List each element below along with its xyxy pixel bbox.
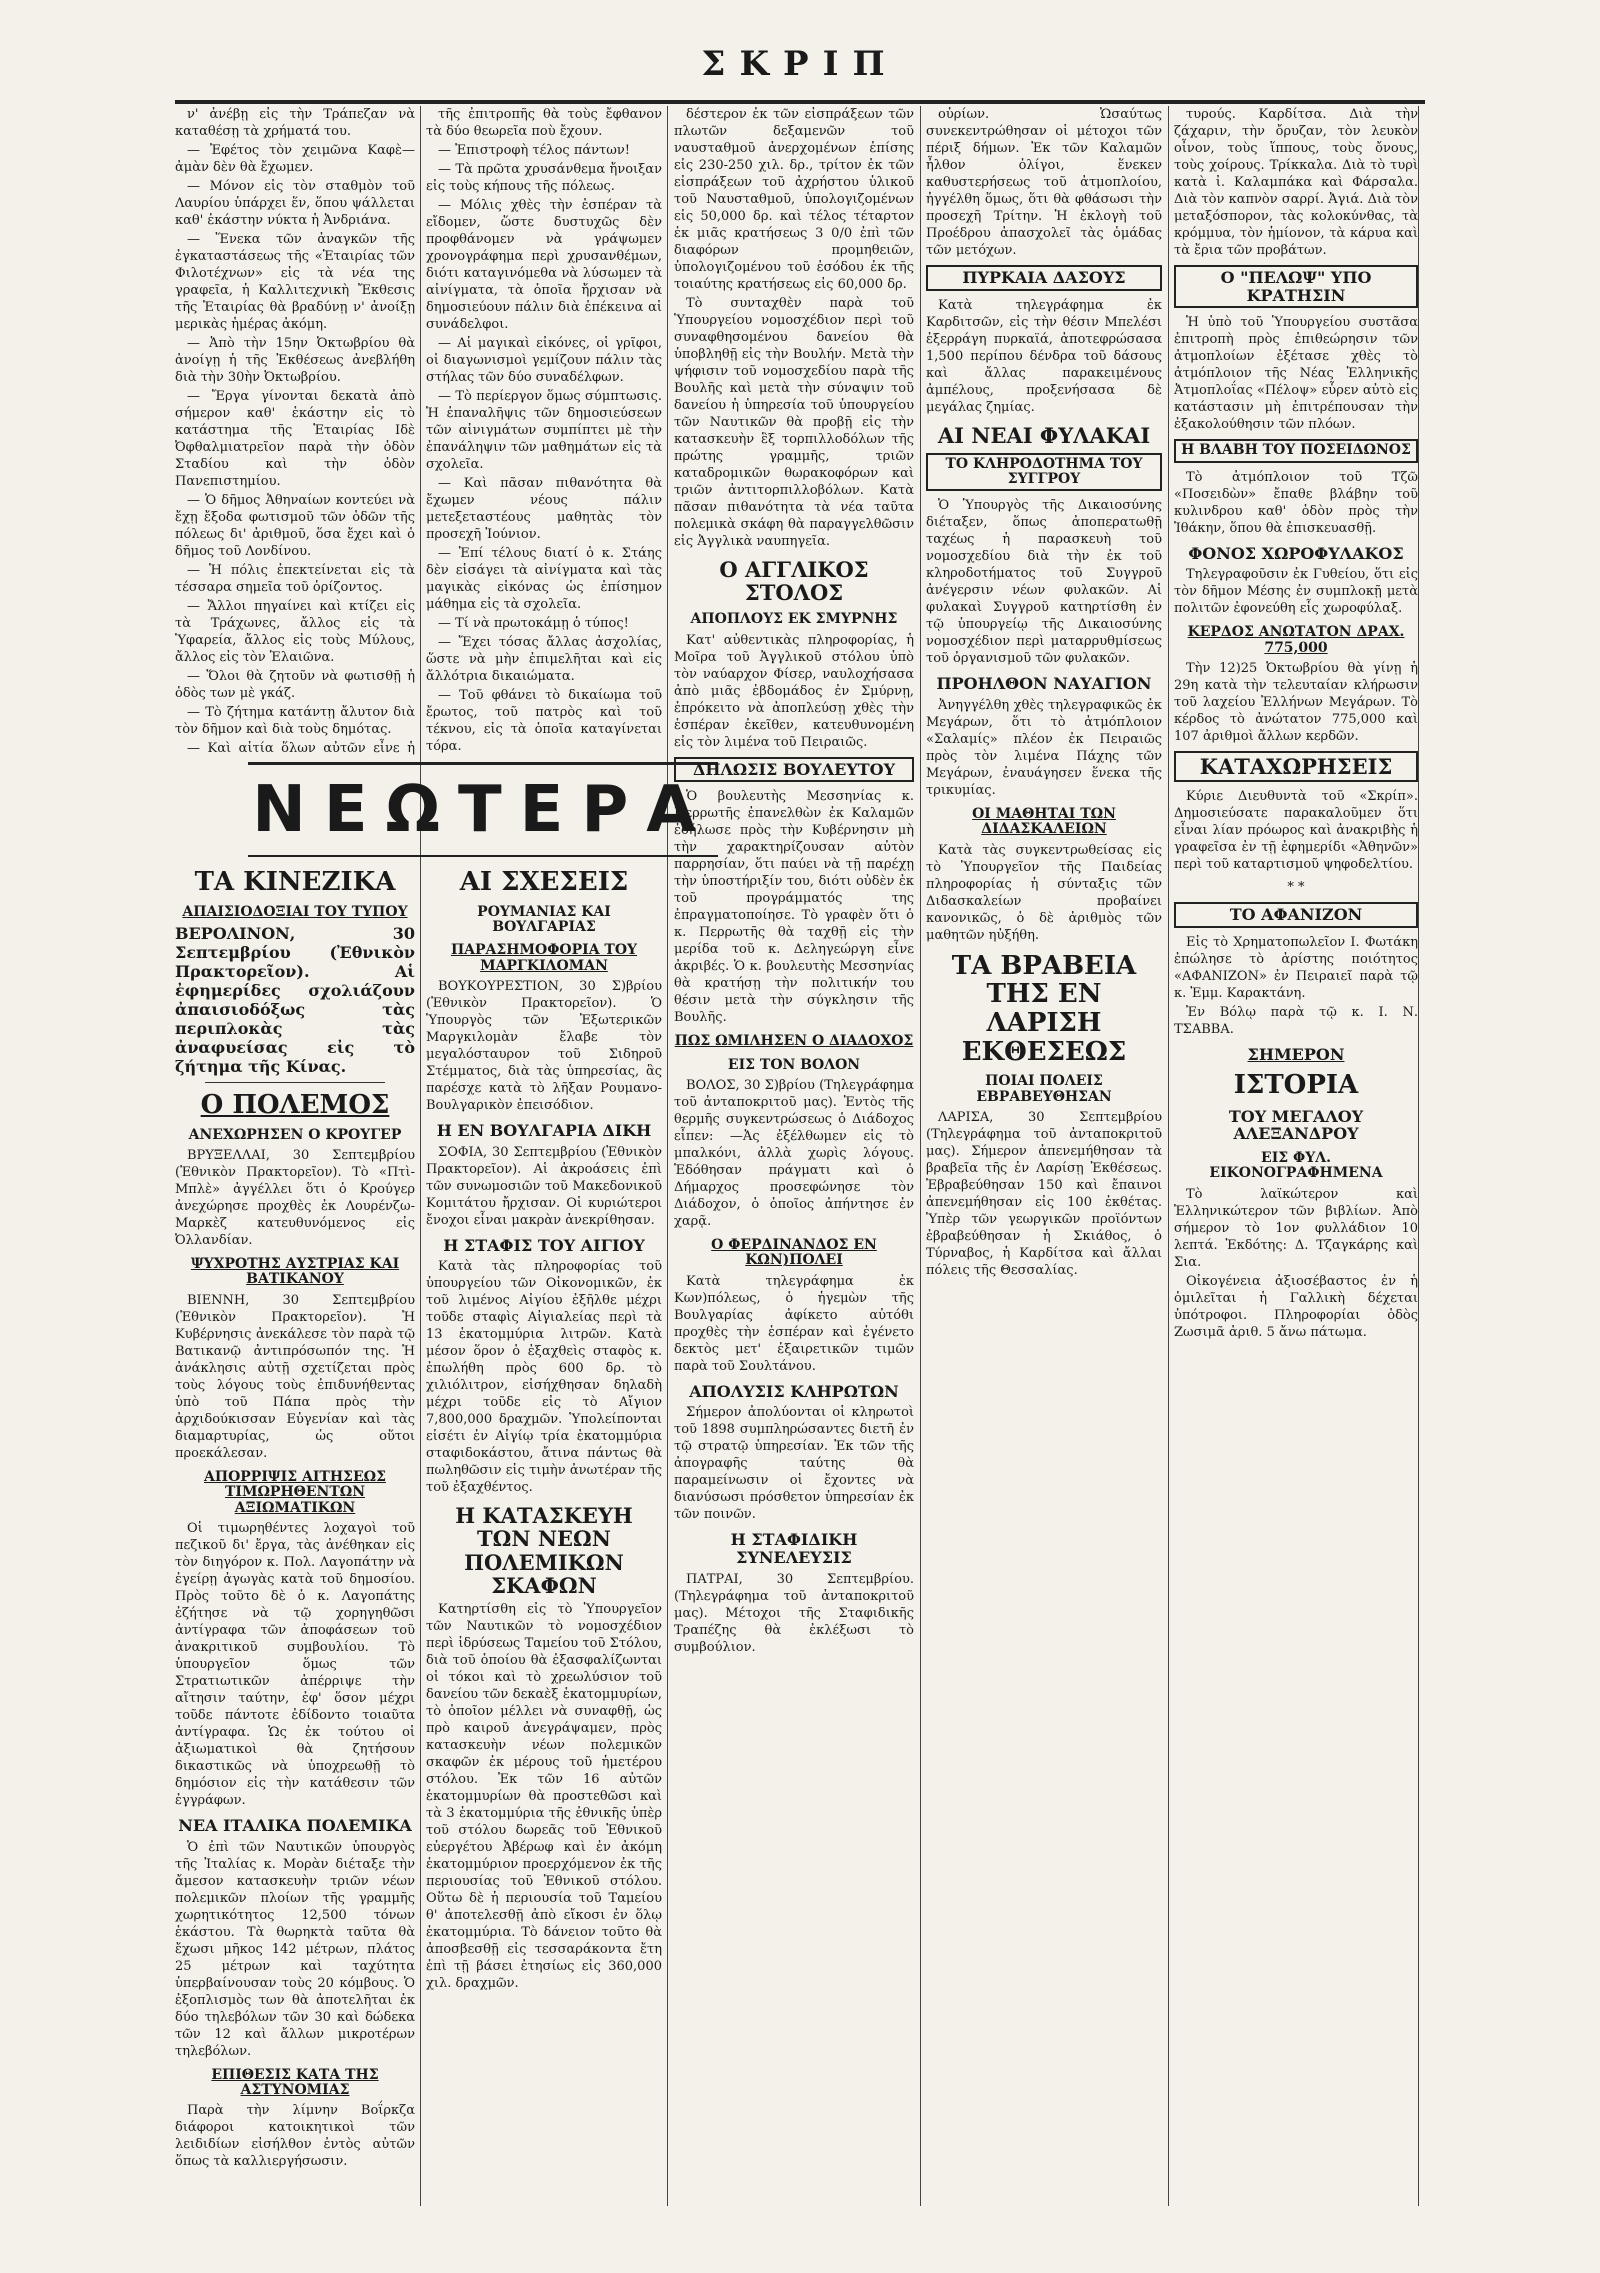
advert-oikogeneia: Οἰκογένεια ἀξιοσέβαστος ἐν ἡ ὁμιλεῖται ἡ Γαλλικὴ δέχεται ὑπότροφοι. Πληροφορίαι ὁδὸς Ζωσιμᾶ ἀριθ. 5 ἄνω πάτωμα. — [1174, 1273, 1418, 1340]
headline-pyrkaia: ΠΥΡΚΑΙΑ ΔΑΣΟΥΣ — [926, 265, 1162, 291]
news-item: — Ἔργα γίνονται δεκατὰ ἀπὸ σήμερον καθ' ἑκάστην εἰς τὸ κατάστημα τῆς Ἑταιρίας Ιδὲ Ὀφθαλμιατρεῖον παρὰ τὴν ὁδὸν Σταδίου καὶ τὴν ὁδὸν Πανεπιστημίου. — [175, 389, 415, 489]
headline-ferdinandos: Ο ΦΕΡΔΙΝΑΝΔΟΣ ΕΝ ΚΩΝ)ΠΟΛΕΙ — [711, 1236, 877, 1269]
separator: * * — [1287, 880, 1305, 896]
news-item: — Ἐπιστροφὴ τέλος πάντων! — [438, 143, 630, 158]
article-kerdos: Τὴν 12)25 Ὀκτωβρίου θὰ γίνῃ ἡ 29η κατὰ τὴν τελευταίαν κλήρωσιν τοῦ λαχείου Ἐλλήνων Μεγάρων. Τὸ κέρδος τὸ ἀνώτατον 775,000 καὶ 107 ἀριθμοὶ ἄλλων κερδῶν. — [1174, 660, 1418, 744]
subhead-istoria-fylla: ΕΙΣ ΦΥΛ. ΕΙΚΟΝΟΓΡΑΦΗΜΕΝΑ — [1209, 1150, 1383, 1182]
column-divider — [920, 106, 921, 2206]
article-apolysis: Σήμερον ἀπολύονται οἱ κληρωτοὶ τοῦ 1898 συμπληρώσαντες διετῆ ἐν τῷ στρατῷ ὑπηρεσίαν. Ἐκ τῶν τῆς ἀπογραφῆς ταύτης θὰ παραμείνωσιν οἱ ἔχοντες νὰ διανύσωσι πρόσθετον ὑπηρεσίαν ἐκ τῶν ποινῶν. — [674, 1405, 914, 1523]
headline-aporripsis: ΑΠΟΡΡΙΨΙΣ ΑΙΤΗΣΕΩΣ ΤΙΜΩΡΗΘΕΝΤΩΝ ΑΞΙΩΜΑΤΙΚΩΝ — [204, 1468, 386, 1516]
headline-stafis-aigiou: Η ΣΤΑΦΙΣ ΤΟΥ ΑΙΓΙΟΥ — [443, 1235, 645, 1255]
news-item: — Ἀπὸ τὴν 15ην Ὀκτωβρίου θὰ ἀνοίγῃ ἡ τῆς Ἐκθέσεως ἀνεβλήθη διὰ τὴν 30ὴν Ὀκτωβρίου. — [175, 336, 415, 385]
article-continuation: Τὸ συνταχθὲν παρὰ τοῦ Ὑπουργείου νομοσχέδιον περὶ τοῦ συναφθησομένου δανείου θὰ ὑποβληθῇ εἰς τὴν Βουλήν. Μετὰ τὴν ψήφισιν τοῦ νομοσχεδίου παρὰ τῆς Βουλῆς καὶ μετὰ τὴν σύναψιν τοῦ δανείου ἡ ὑπηρεσία τοῦ ὑπουργείου τῶν Ναυτικῶν θὰ προβῇ εἰς τὴν κατασκευὴν ἓξ τορπιλλοδόλων τῆς πρώτης γραμμῆς, τριῶν καταδρομικῶν θωρακοφόρων καὶ τριῶν ἀντιτορπιλλοβόλων. Κατὰ πᾶσαν πιθανότητα τὰ νέα ταῦτα πολεμικὰ σκάφη θὰ παραγγελθῶσιν εἰς Ἀγγλικὰ ναυπηγεῖα. — [674, 296, 914, 549]
headline-vlavi: Η ΒΛΑΒΗ ΤΟΥ ΠΟΣΕΙΔΩΝΟΣ — [1174, 439, 1418, 462]
article-continuation: δέστερον ἐκ τῶν εἰσπράξεων τῶν πλωτῶν δεξαμενῶν τοῦ ναυσταθμοῦ ἀνερχομένων ἐπίσης εἰς 230-250 χιλ. δρ., τρίτον ἐκ τῶν εἰσπράξεων τοῦ ἀχρήστου ὑλικοῦ τοῦ Ναυσταθμοῦ, ὑπολογιζομένων εἰς 50,000 δρ. καὶ τέλος τέταρτον ἐκ μιᾶς κρατήσεως 3 0/0 ἐπὶ τῶν διαφόρων προμηθειῶν, ὑπολογιζομένου τοῦ ἐσόδου ἐκ τῆς τοιαύτης κρατήσεως εἰς 60,000 δρ. — [674, 107, 914, 292]
news-item: — Μόλις χθὲς τὴν ἑσπέραν τὰ εἴδομεν, ὥστε δυστυχῶς δὲν προφθάνομεν νὰ γράψωμεν χρονογράφημα περὶ χρυσανθέμων, διότι καταγινόμεθα νὰ λύσωμεν τὰ αἰνίγματα, τὰ ὁποῖα ἤρχισαν νὰ δημοσιεύουν πάλιν διὰ ἐπέκεινα αἱ συνάδελφοι. — [426, 198, 662, 332]
headline-diki: Η ΕΝ ΒΟΥΛΓΑΡΙΑ ΔΙΚΗ — [436, 1121, 652, 1141]
article-continuation: οὐρίων. Ὡσαύτως συνεκεντρώθησαν οἱ μέτοχοι τῶν πέριξ δήμων. Ἐκ τῶν Καλαμῶν ἦλθον ὀλίγοι, ἕνεκεν καθυστερήσεως τοῦ ἀτμοπλοίου, ἠγγέλθη ὅμως, ὅτι θὰ φθάσωσι τὴν προσεχῆ Τρίτην. Ἡ ἐκλογὴ τοῦ Προέδρου ἀπασχολεῖ τὰς ὁμάδας τῶν μετόχων. — [926, 107, 1162, 258]
column-1-lower — [175, 860, 415, 2230]
news-item: — Ὁ δῆμος Ἀθηναίων κοντεύει νὰ ἔχῃ ἔξοδα φωτισμοῦ τῶν ὁδῶν τῆς πόλεως δι' ἀριθμοῦ, ὅσα ἔχει καὶ ὁ δῆμος τοῦ Λονδίνου. — [175, 493, 415, 559]
banner-rule — [248, 855, 718, 857]
subhead-vraveia: ΠΟΙΑΙ ΠΟΛΕΙΣ ΕΒΡΑΒΕΥΘΗΣΑΝ — [976, 1073, 1112, 1105]
advert-istoria: Τὸ λαϊκώτερον καὶ Ἑλληνικώτερον τῶν βιβλίων. Ἀπὸ σήμερον τὸ 1ον φυλλάδιον 10 λεπτά. Ἐκδότης: Δ. Τζαγκάρης καὶ Σια. — [1174, 1186, 1418, 1270]
article-fylakai: Ὁ Ὑπουργὸς τῆς Δικαιοσύνης διέταξεν, ὅπως ἀποπερατωθῇ ταχέως ἡ παρασκευὴ τοῦ νομοσχεδίου διὰ τὴν ἐκ τοῦ κληροδοτήματος τοῦ Συγγροῦ ἀνέγερσιν νέων φυλακῶν. Αἱ φυλακαὶ Συγγροῦ κατηρτίσθη ἐν τῷ ὑπουργείῳ τῆς Δικαιοσύνης νομοσχέδιον περὶ ματαρρυθμίσεως τοῦ ὀργανισμοῦ τῶν φυλακῶν. — [926, 498, 1162, 667]
article-nea-italika: Ὁ ἐπὶ τῶν Ναυτικῶν ὑπουργὸς τῆς Ἰταλίας κ. Μορὰν διέταξε τὴν ἄμεσον κατασκευὴν τριῶν νέων πολεμικῶν πλοίων τῆς γραμμῆς χωρητικότητος 12,500 τόνων ἑκάστου. Τὰ θωρηκτὰ ταῦτα θὰ ἔχωσι μῆκος 142 μέτρων, πλάτος 25 μέτρων καὶ ταχύτητα ὑπερβαίνουσαν τοὺς 20 κόμβους. Ὁ ἐξοπλισμὸς των θὰ ἀποτελῆται ἐκ δύο τηλεβόλων τῶν 30 καὶ δώδεκα τῶν 12 καὶ ἄλλων μικροτέρων τηλεβόλων. — [175, 1839, 415, 2059]
article-epithesis: Παρὰ τὴν λίμνην Βοΐρκζα διάφοροι κατοικητικοὶ τῶν λειδιδίων εἰσήλθον ἐντὸς αὐτῶν ὅπως τὰ καλλιεργήσωσιν. — [175, 2103, 415, 2170]
headline-fonos: ΦΟΝΟΣ ΧΩΡΟΦΥΛΑΚΟΣ — [1188, 543, 1404, 563]
article-fonos: Τηλεγραφοῦσιν ἐκ Γυθείου, ὅτι εἰς τὸν δῆμον Μέσης ἐν συμπλοκῇ μετὰ πολιτῶν ἐφονεύθη εἷς χωροφύλαξ. — [1174, 567, 1418, 617]
headline-kataskevi: Η ΚΑΤΑΣΚΕΥΗ ΤΩΝ ΝΕΩΝ ΠΟΛΕΜΙΚΩΝ ΣΚΑΦΩΝ — [455, 1503, 633, 1598]
column-1 — [175, 106, 415, 756]
headline-kerdos: ΚΕΡΔΟΣ ΑΝΩΤΑΤΟΝ ΔΡΑΧ. 775,000 — [1187, 624, 1405, 656]
article-stafis-aigiou: Κατὰ τὰς πληροφορίας τοῦ ὑπουργείου τῶν Οἰκονομικῶν, ἐκ τοῦ λιμένος Αἰγίου ἐξῆλθε μέχρι τοῦδε σταφὶς Αἰγιαλείας περὶ τὰ 13 ἑκατομμύρια λιτρῶν. Κατὰ μέσον ὅρον ὁ ἐξαχθεὶς σταφὸς κ. ἐπωλήθη πρὸς 600 δρ. τὸ χιλιόλιτρον, εἰσήχθησαν δηλαδὴ μέχρι τοῦδε εἰς τὸ Αἴγιον 7,800,000 δραχμῶν. Ὑπολείπονται εἰσέτι ἐν Αἰγίῳ τρία ἑκατομμύρια σταφιδοκάστου, ἄτινα πάντως θὰ πωληθῶσιν εἰς τιμὴν ἀνωτέραν τῆς τοῦ ἐξαχθέντος. — [426, 1259, 662, 1496]
news-item: — Καὶ πᾶσαν πιθανότητα θὰ ἔχωμεν νέους πάλιν μετεξεταστέους μαθητὰς τὸν προσεχῆ Ἰούνιον. — [426, 476, 662, 542]
column-2 — [426, 106, 662, 756]
headline-scheseis: ΑΙ ΣΧΕΣΕΙΣ — [459, 867, 629, 897]
article-polemos: ΒΡΥΞΕΛΛΑΙ, 30 Σεπτεμβρίου (Ἐθνικὸν Πρακτορεῖον). Τὸ «Πτὶ-Μπλὲ» ἀγγέλλει ὅτι ὁ Κρούγερ ἀνεχώρησε προχθὲς ἐκ Λουρένζω-Μαρκὲζ κατευθυνόμενος εἰς Ὀλλανδίαν. — [175, 1147, 415, 1248]
headline-kataxoriseis: ΚΑΤΑΧΩΡΗΣΕΙΣ — [1174, 751, 1418, 782]
article-aporripsis: Οἱ τιμωρηθέντες λοχαγοὶ τοῦ πεζικοῦ δι' ἔργα, τὰς ἀνέθηκαν εἰς τὸν διηγόρον κ. Πολ. Λαγοπάτην νὰ ἐγείρῃ ἀγωγὰς κατὰ τοῦ δημοσίου. Πρὸς τοῦτο δὲ ὁ κ. Λαγοπάτης ἐζήτησε νὰ τῷ χορηγηθῶσι ἀντίγραφα τῶν ἀποφάσεων τοῦ ἀνακριτικοῦ συμβουλίου. Τὸ ὑπουργεῖον ὅμως τῶν Στρατιωτικῶν ἀπέρριψε τὴν αἴτησιν ταύτην, ἐφ' ὅσον μέχρι τοῦδε πάντοτε ἐδίδοντο τοιαῦτα ἀντίγραφα. Ὡς ἐκ τούτου οἱ ἀξιωματικοὶ θὰ ζητήσουν δικαστικῶς νὰ ὑποχρεωθῇ τὸ δημόσιον εἰς τὴν κατάθεσιν τῶν ἐγγράφων. — [175, 1520, 415, 1808]
article-anglikos-stolos: Κατ' αὐθεντικὰς πληροφορίας, ἡ Μοῖρα τοῦ Ἀγγλικοῦ στόλου ὑπὸ τὸν ναύαρχον Φίσερ, ναυλοχήσασα ἀπὸ μιᾶς ἑβδομάδος ἐν Σμύρνῃ, ἐπρόκειτο νὰ ἀποπλεύσῃ χθὲς τὴν ἑσπέραν ἐκεῖθεν, κατευθυνομένη εἰς τὸν λιμένα τοῦ Πειραιῶς. — [674, 632, 914, 750]
article-kataxoriseis: Κύριε Διευθυντὰ τοῦ «Σκρίπ». Δημοσιεύσατε παρακαλοῦμεν ὅτι εἶναι λίαν πρόωρος καὶ ἀνακριβὴς ἡ γραφεῖσα ἐν τῇ ἐφημερίδι «Ἀθηνῶν» περὶ τοῦ καταρτισμοῦ ψηφοδελτίου. — [1174, 789, 1418, 873]
column-divider — [667, 106, 668, 2206]
headline-omilisen: ΠΩΣ ΩΜΙΛΗΣΕΝ Ο ΔΙΑΔΟΧΟΣ — [674, 1033, 914, 1050]
headline-polemos: Ο ΠΟΛΕΜΟΣ — [200, 1089, 390, 1120]
column-5 — [1174, 106, 1418, 2236]
article-diki: ΣΟΦΙΑ, 30 Σεπτεμβρίου (Ἐθνικὸν Πρακτορεῖον). Αἱ ἀκροάσεις ἐπὶ τῶν συνωμοσιῶν τοῦ Μακεδονικοῦ Κομιτάτου ἤρχισαν. Οἱ κυριώτεροι ἔνοχοι εἶναι μακρὰν ἀνεκρίθησαν. — [426, 1144, 662, 1228]
headline-apolysis: ΑΠΟΛΥΣΙΣ ΚΛΗΡΩΤΩΝ — [689, 1381, 899, 1401]
article-omilisen: ΒΟΛΟΣ, 30 Σ)βρίου (Τηλεγράφημα τοῦ ἀνταποκριτοῦ μας). Ἐντὸς τῆς θερμῆς συγκεντρώσεως ὁ Διάδοχος εἶπεν: —Ἀς ἐξέλθωμεν εἰς τὸ μπαλκόνι, ἀλλὰ χωρὶς λόγους. Ἐδόθησαν πράγματι καὶ ὁ Δήμαρχος προσεφώνησε τὸν Διάδοχον, ὁ ὁποῖος ἀπήντησε ἐν χαρᾷ. — [674, 1077, 914, 1229]
column-3 — [674, 106, 914, 2236]
news-item: — Ἡ πόλις ἐπεκτείνεται εἰς τὰ τέσσαρα σημεῖα τοῦ ὁρίζοντος. — [175, 563, 415, 595]
news-item: — Ὅλοι θὰ ζητοῦν νὰ φωτισθῇ ἡ ὁδὸς των μὲ γκάζ. — [175, 669, 415, 701]
news-item: ν' ἀνέβῃ εἰς τὴν Τράπεζαν νὰ καταθέσῃ τὰ χρήματά του. — [175, 107, 415, 139]
news-item: — Αἱ μαγικαὶ εἰκόνες, οἱ γρῖφοι, οἱ διαγωνισμοὶ γεμίζουν πάλιν τὰς στήλας τῶν δύο συναδέλφων. — [426, 336, 662, 385]
news-item: — Ἕνεκα τῶν ἀναγκῶν τῆς ἐγκαταστάσεως τῆς «Ἑταιρίας τῶν Φιλοτέχνων» εἰς τὰ νέα της γραφεῖα, ἡ Καλλιτεχνικὴ Ἔκθεσις τῆς Ἑταιρίας θὰ βραδύνῃ ν' ἀνοίξῃ μερικὰς ἡμέρας ἀκόμη. — [175, 232, 415, 332]
headline-vraveia: ΤΑ ΒΡΑΒΕΙΑ ΤΗΣ ΕΝ ΛΑΡΙΣΗ ΕΚΘΕΣΕΩΣ — [951, 950, 1137, 1067]
article-dilosis: Ὁ βουλευτὴς Μεσσηνίας κ. Περρωτῆς ἐπανελθὼν ἐκ Καλαμῶν ἐδήλωσε πρὸς τὴν Κυβέρνησιν μὴ τὴν χαρακτηρίζουσαν αὐτὸν παρρησίαν, ὅτι παύει νὰ τῇ παρέχῃ τὴν ὑποστήριξίν του, διότι οὐδὲν ἐκ τοῦ προγράμματός της ἐπραγματοποίησε. Τὸ γραφὲν ὅτι ὁ κ. Περρωτῆς θὰ ταχθῇ εἰς τὴν μερίδα τοῦ κ. Δεληγεώργη εἶνε ἀκριβές. Ὁ κ. βουλευτὴς Μεσσηνίας θὰ κρατήσῃ τὴν πολιτικήν του θέσιν μετὰ τὴν σύγκλησιν τῆς Βουλῆς. — [674, 789, 914, 1026]
headline-epithesis: ΕΠΙΘΕΣΙΣ ΚΑΤΑ ΤΗΣ ΑΣΤΥΝΟΜΙΑΣ — [211, 2066, 379, 2098]
headline-nauagion: ΠΡΟΗΛΘΟΝ ΝΑΥΑΓΙΟΝ — [936, 674, 1152, 694]
column-divider — [1168, 106, 1169, 2206]
subhead-istoria: ΤΟΥ ΜΕΓΑΛΟΥ ΑΛΕΞΑΝΔΡΟΥ — [1228, 1106, 1364, 1144]
article-kataskevi: Κατηρτίσθη εἰς τὸ Ὑπουργεῖον τῶν Ναυτικῶν τὸ νομοσχέδιον περὶ ἱδρύσεως Ταμείου τοῦ Στόλου, διὰ τοῦ ὁποίου θὰ ἐξασφαλίζωνται οἱ τόκοι καὶ τὸ χρεωλύσιον τοῦ δανείου τῶν δεκαὲξ ἑκατομμυρίων, τὸ ὁποῖον μέλλει νὰ συναφθῇ, ὡς πρὸ καιροῦ ἀνεγράψαμεν, πρὸς κατασκευὴν νέων πολεμικῶν σκαφῶν ἐκ μέρους τοῦ ἡμετέρου στόλου. Ἐκ τῶν 16 αὐτῶν ἑκατομμυρίων θὰ προστεθῶσι καὶ τὰ 3 ἑκατομμύρια τῆς ἐθνικῆς ὑπὲρ τοῦ στόλου δωρεᾶς τοῦ Ἐθνικοῦ εὐεργέτου Ἀβέρωφ καὶ ἐν ἀκόμη ἑκατομμύριον προερχόμενον ἐκ τῆς περιουσίας τοῦ Ἐθνικοῦ στόλου. Οὕτω δὲ ἡ περιουσία τοῦ Ταμείου θ' ἀποτελεσθῇ ἀπὸ εἴκοσι ἐν ὅλῳ ἑκατομμύρια. Τὸ δάνειον τοῦτο θὰ ἀποσβεσθῇ εἰς τεσσαράκοντα ἔτη ἐπὶ τῇ βάσει ἐτησίως εἰς 360,000 χιλ. δραχμῶν. — [426, 1601, 662, 1991]
masthead-title: ΣΚΡΙΠ — [701, 44, 899, 84]
article-vraveia: ΛΑΡΙΣΑ, 30 Σεπτεμβρίου (Τηλεγράφημα τοῦ ἀνταποκριτοῦ μας). Σήμερον ἀπενεμήθησαν τὰ βραβεῖα τῆς ἐν Λαρίσῃ Ἐκθέσεως. Ἐβραβεύθησαν 150 καὶ ἔπαινοι ἀπενεμήθησαν εἰς 100 ἐκθέτας. Ὑπὲρ τῶν γεωργικῶν προϊόντων ἐβραβεύθησαν ἡ Σκιάθος, ὁ Τύρναβος, ἡ Καρδίτσα καὶ ἄλλαι πόλεις τῆς Θεσσαλίας. — [926, 1110, 1162, 1278]
headline-anglikos-stolos: Ο ΑΓΓΛΙΚΟΣ ΣΤΟΛΟΣ — [719, 557, 869, 606]
headline-istoria: ΙΣΤΟΡΙΑ — [1233, 1070, 1359, 1101]
column-2-lower — [426, 860, 662, 2230]
news-item: — Μόνον εἰς τὸν σταθμὸν τοῦ Λαυρίου ὑπάρχει ἕν, ὅπου ψάλλεται καθ' ἑκάστην νύκτα ἡ Ἀνδριάνα. — [175, 179, 415, 228]
advert-afanizon: Εἰς τὸ Χρηματοπωλεῖον Ι. Φωτάκη ἐπώλησε τὸ ἀρίστης ποιότητος «ΑΦΑΝΙΖΟΝ» ἐν Πειραιεῖ παρὰ τῷ κ. Ἐμμ. Καρακτάνη. — [1174, 934, 1418, 1001]
subhead-polemos: ΑΝΕΧΩΡΗΣΕΝ Ο ΚΡΟΥΓΕΡ — [188, 1126, 402, 1143]
headline-simeron: ΣΗΜΕΡΟΝ — [1247, 1044, 1345, 1064]
article-psychrotis: ΒΙΕΝΝΗ, 30 Σεπτεμβρίου (Ἐθνικὸν Πρακτορεῖον). Ἡ Κυβέρνησις ἀνεκάλεσε τὸν παρὰ τῷ Βατικανῷ ἀντιπρόσωπόν της. Ἡ ἀνάκλησις αὐτῇ σχετίζεται πρὸς τοὺς λόγους τοὺς ἐπιδυνήθεντας ὑπὸ τοῦ Πάπα πρὸς τὴν ἀρχιδούκισσαν Εὐγενίαν καὶ τὰς διαμαρτυρίας, ὡς οὕτοι προεκάλεσαν. — [175, 1292, 415, 1461]
article-kinezika: ΒΕΡΟΛΙΝΟΝ, 30 Σεπτεμβρίου (Ἐθνικὸν Πρακτορεῖον). Αἱ ἐφημερίδες σχολιάζουν ἀπαισιοδόξως τὰς περιπλοκὰς τὰς ἀναφυείσας εἰς τὸ ζήτημα τῆς Κίνας. — [175, 923, 415, 1076]
headline-psychrotis: ΨΥΧΡΟΤΗΣ ΑΥΣΤΡΙΑΣ ΚΑΙ ΒΑΤΙΚΑΝΟΥ — [190, 1255, 400, 1288]
headline-fylakai: ΑΙ ΝΕΑΙ ΦΥΛΑΚΑΙ — [937, 422, 1151, 448]
news-item: — Ἐφέτος τὸν χειμῶνα Καφὲ—ἀμὰν δὲν θὰ ἔχωμεν. — [175, 143, 415, 175]
headline-stafidiki: Η ΣΤΑΦΙΔΙΚΗ ΣΥΝΕΛΕΥΣΙΣ — [730, 1530, 858, 1567]
news-item: — Ἔχει τόσας ἄλλας ἀσχολίας, ὥστε νὰ μὴν ἐπιμελῆται καὶ εἰς ἄλλότρια δικαιώματα. — [426, 635, 662, 684]
headline-kinezika: ΤΑ ΚΙΝΕΖΙΚΑ — [194, 867, 396, 897]
news-item: — Τὸ ζήτημα κατάντῃ ἄλυτον διὰ τὸν δῆμον καὶ διὰ τοὺς δημότας. — [175, 705, 415, 737]
news-item: — Ἄλλοι πηγαίνει καὶ κτίζει εἰς τὰ Τράχωνες, ἄλλος εἰς τὰ Ὑφαρεία, ἄλλος εἰς τοὺς Μύλους, ἄλλος εἰς τὸν Ἐλαιῶνα. — [175, 599, 415, 665]
news-item: — Καὶ αἰτία ὅλων αὐτῶν εἶνε ἡ — [187, 741, 415, 756]
news-item: — Τὸ περίεργον ὅμως σύμπτωσις. Ἡ ἐπαναλῆψις τῶν δημοσιεύσεων τῶν αἰνιγμάτων συμπίπτει μὲ τὴν ἐπανάληψιν τῶν μαθημάτων εἰς τὰ σχολεῖα. — [426, 389, 662, 472]
news-item: — Ἐπί τέλους διατί ὁ κ. Στάης δὲν εἰσάγει τὰ αἰνίγματα καὶ τὰς μαγικὰς εἰκόνας ὡς ἐπίσημον μάθημα εἰς τὰ σχολεῖα. — [426, 546, 662, 612]
banner-rule — [248, 762, 718, 765]
news-item: — Τί νὰ πρωτοκάμῃ ὁ τύπος! — [438, 616, 629, 631]
column-divider — [420, 106, 421, 2206]
neotera-banner: ΝΕΩΤΕΡΑ — [252, 773, 714, 847]
article-stafidiki: ΠΑΤΡΑΙ, 30 Σεπτεμβρίου. (Τηλεγράφημα τοῦ ἀνταποκριτοῦ μας). Μέτοχοι τῆς Σταφιδικῆς Τραπέζης θὰ ἐκλέξωσι τὸ συμβούλιον. — [674, 1571, 914, 1655]
headline-dilosis: ΔΗΛΩΣΙΣ ΒΟΥΛΕΥΤΟΥ — [674, 757, 914, 783]
article-vlavi: Τὸ ἀτμόπλοιον τοῦ Τζῶ «Ποσειδὼν» ἔπαθε βλάβην τοῦ κυλινδρου καθ' ὁδὸν πρὸς τὴν Ἰθάκην, ὅπου θὰ ἐπισκευασθῇ. — [1174, 469, 1418, 536]
article-nauagion: Ἀνηγγέλθη χθὲς τηλεγραφικῶς ἐκ Μεγάρων, ὅτι τὸ ἀτμόπλοιον «Σαλαμίς» πλέον ἐκ Πειραιῶς πρὸς τὸν λιμένα Πάχης τῶν Μεγάρων, ἐναυάγησεν ἕνεκα τῆς τρικυμίας. — [926, 698, 1162, 799]
article-pyrkaia: Κατὰ τηλεγράφημα ἐκ Καρδιτσῶν, εἰς τὴν θέσιν Μπελέσι ἐξερράγη πυρκαϊά, ἀποτεφρώσασα 1,500 περίπου δένδρα τοῦ δάσους καὶ ἄλλας παρακειμένους ἀμπέλους, προξενήσασα δὲ μεγάλας ζημίας. — [926, 297, 1162, 415]
advert-afanizon-address: Ἐν Βόλῳ παρὰ τῷ κ. Ι. Ν. ΤΣΑΒΒΑ. — [1174, 1004, 1418, 1037]
article-mathitai: Κατὰ τὰς συγκεντρωθείσας εἰς τὸ Ὑπουργεῖον τῆς Παιδείας πληροφορίας ἡ σύνταξις τῶν Διδασκαλείων προβαίνει κανονικῶς, ὁ δὲ ἀριθμὸς τῶν μαθητῶν ηὐξήθη. — [926, 842, 1162, 943]
column-4 — [926, 106, 1162, 2236]
masthead-rule — [175, 100, 1425, 104]
subhead-anglikos-stolos: ΑΠΟΠΛΟΥΣ ΕΚ ΣΜΥΡΝΗΣ — [690, 611, 898, 628]
news-item: — Τοῦ φθάνει τὸ δικαίωμα τοῦ ἔρωτος, τοῦ πατρὸς καὶ τοῦ τέκνου, εἰς τὰ ὁποῖα καταγίνεται τόρα. — [426, 688, 662, 754]
article-ferdinandos: Κατὰ τηλεγράφημα ἐκ Κων)πόλεως, ὁ ἡγεμὼν τῆς Βουλγαρίας ἀφίκετο αὐτόθι προχθὲς τὴν ἑσπέραν καὶ ἐγένετο δεκτὸς μετ' ἐξαιρετικῶν τιμῶν παρὰ τοῦ Σουλτάνου. — [674, 1273, 914, 1374]
separator — [205, 1082, 385, 1083]
article-continuation: τυρούς. Καρδίτσα. Διὰ τὴν ζάχαριν, τὴν ὄρυζαν, τὸν λευκὸν οἶνον, τοὺς ἵππους, τοὺς ὄνους, τοὺς χοίρους. Τρίκκαλα. Διὰ τὸ τυρὶ κατὰ ἰ. Καλαμπάκα καὶ Φάρσαλα. Διὰ τὸν καπνὸν σαρρί. Ἀγιά. Διὰ τὸν μεταξόσπορον, τὰς κολοκύνθας, τὰ κρόμμυα, τὸν ἡμίονον, τὰ κάρυα καὶ τὰ ἔρια τῶν προβάτων. — [1174, 107, 1418, 258]
subhead-parasimoforia: ΠΑΡΑΣΗΜΟΦΟΡΙΑ ΤΟΥ ΜΑΡΓΚΙΛΟΜΑΝ — [450, 942, 638, 974]
news-item: — Τὰ πρῶτα χρυσάνθεμα ἤνοιξαν εἰς τοὺς κήπους τῆς πόλεως. — [426, 162, 662, 194]
article-pelops: Ἡ ὑπὸ τοῦ Ὑπουργείου συστᾶσα ἐπιτροπὴ πρὸς ἐπιθεώρησιν τῶν ἀτμοπλοίων ἐξέτασε χθὲς τὸ ἀτμόπλοιον τῆς Νέας Ἑλληνικῆς Ἀτμοπλοΐας «Πέλοψ» εὗρεν αὐτὸ εἰς κατάστασιν μὴ ἐπιτρέπουσαν τὴν ἐξακολούθησιν τῶν πλόων. — [1174, 315, 1418, 433]
headline-afanizon: ΤΟ ΑΦΑΝΙΖΟΝ — [1174, 902, 1418, 928]
headline-nea-italika: ΝΕΑ ΙΤΑΛΙΚΑ ΠΟΛΕΜΙΚΑ — [178, 1815, 412, 1835]
news-item: τῆς ἐπιτροπῆς θὰ τοὺς ἔφθανον τὰ δύο θεωρεῖα ποὺ ἔχουν. — [426, 107, 662, 139]
masthead — [0, 0, 1600, 100]
headline-pelops: Ο "ΠΕΛΩΨ" ΥΠΟ ΚΡΑΤΗΣΙΝ — [1174, 265, 1418, 308]
column-divider — [1418, 106, 1419, 2206]
subhead-fylakai: ΤΟ ΚΛΗΡΟΔΟΤΗΜΑ ΤΟΥ ΣΥΓΓΡΟΥ — [926, 453, 1162, 492]
subhead-omilisen: ΕΙΣ ΤΟΝ ΒΟΛΟΝ — [727, 1056, 861, 1073]
subhead-kinezika: ΑΠΑΙΣΙΟΔΟΞΙΑΙ ΤΟΥ ΤΥΠΟΥ — [182, 903, 408, 920]
headline-mathitai: ΟΙ ΜΑΘΗΤΑΙ ΤΩΝ ΔΙΔΑΣΚΑΛΕΙΩΝ — [972, 806, 1116, 838]
article-scheseis: ΒΟΥΚΟΥΡΕΣΤΙΟΝ, 30 Σ)βρίου (Ἐθνικὸν Πρακτορεῖον). Ὁ Ὑπουργὸς τῶν Ἐξωτερικῶν Μαργκιλομὰν ἔλαβε τὸν μεγαλόσταυρον τοῦ Σιδηροῦ Στέμματος, διὰ τὰς ὑπηρεσίας, ἃς παρέσχε κατὰ τὸ λῆξαν Ρουμανο-Βουλγαρικὸν ἐπεισόδιον. — [426, 979, 662, 1114]
subhead-scheseis: ΡΟΥΜΑΝΙΑΣ ΚΑΙ ΒΟΥΛΓΑΡΙΑΣ — [477, 903, 611, 935]
